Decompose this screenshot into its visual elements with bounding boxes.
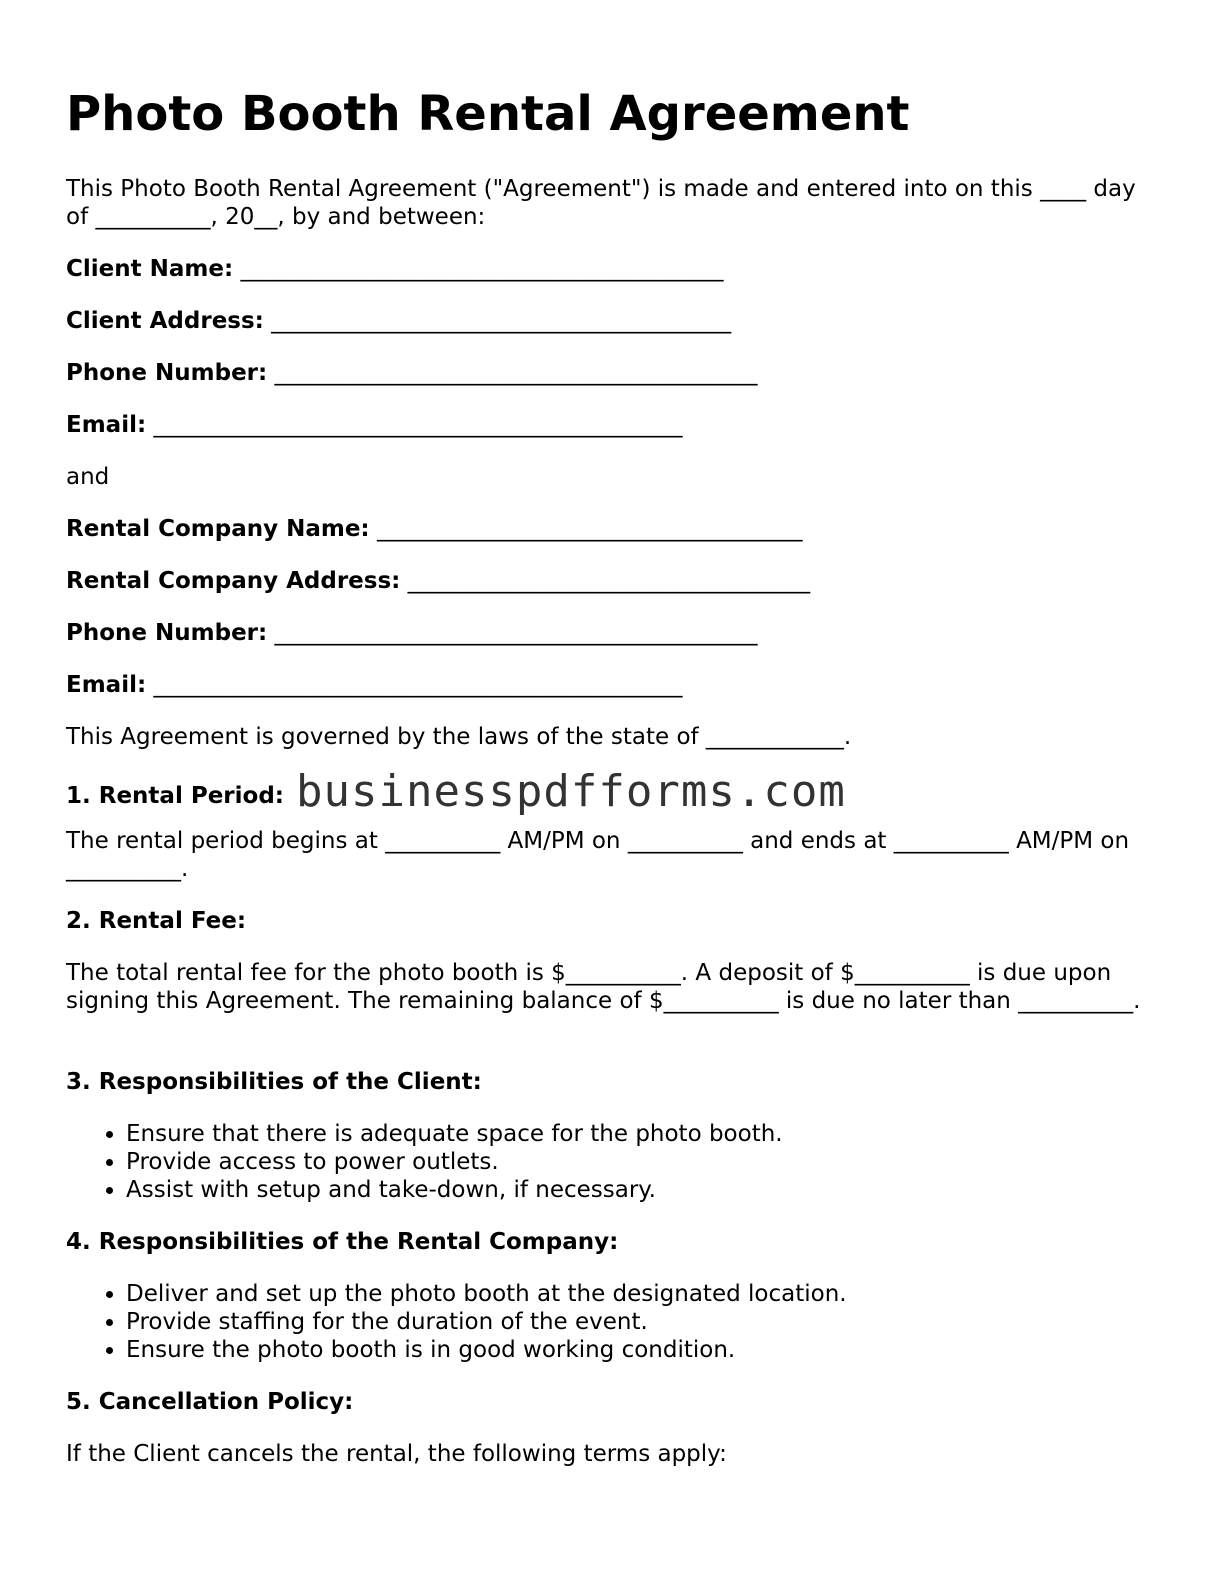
rental-period-heading	[66, 766, 846, 817]
client-address-field	[66, 307, 731, 335]
rental-period-text: The rental period begins at __________ AM/PM on __________ and ends at __________ AM/PM on __________.	[66, 828, 1130, 882]
company-address-field	[66, 567, 810, 595]
client-name-field	[66, 255, 723, 283]
company-phone-label: Phone Number:	[66, 620, 268, 646]
rental-fee-heading: 2. Rental Fee:	[66, 908, 247, 934]
client-phone-field	[66, 359, 758, 387]
client-email-blank: ______________________________________________	[146, 412, 683, 438]
client-address-label: Client Address:	[66, 308, 264, 334]
company-responsibilities-heading: 4. Responsibilities of the Rental Company:	[66, 1229, 619, 1255]
list-item: • Provide staffing for the duration of the event.	[126, 1308, 847, 1336]
rental-fee-text: The total rental fee for the photo booth is $__________. A deposit of $__________ is due upon signing this Agreement. The remaining balance of $__________ is due no later than __________.	[66, 960, 1141, 1014]
company-email-field	[66, 671, 682, 699]
company-email-blank: ______________________________________________	[146, 672, 683, 698]
and-text: and	[66, 464, 110, 490]
client-address-blank: ________________________________________	[263, 308, 732, 334]
company-phone-field	[66, 619, 758, 647]
watermark: businesspdfforms.com	[296, 766, 846, 817]
rental-period-heading-text: 1. Rental Period:	[66, 783, 284, 809]
client-email-field	[66, 411, 682, 439]
client-name-label: Client Name:	[66, 256, 234, 282]
company-phone-blank: __________________________________________	[267, 620, 758, 646]
company-address-label: Rental Company Address:	[66, 568, 401, 594]
intro-paragraph: This Photo Booth Rental Agreement ("Agreement") is made and entered into on this ____ day of __________, 20__, by and between:	[66, 176, 1136, 230]
company-responsibilities-list	[66, 1280, 847, 1364]
client-phone-blank: __________________________________________	[267, 360, 758, 386]
document-title: Photo Booth Rental Agreement	[66, 86, 910, 142]
cancellation-heading: 5. Cancellation Policy:	[66, 1389, 354, 1415]
list-item: • Ensure that there is adequate space for the photo booth.	[126, 1120, 783, 1148]
governing-law-text: This Agreement is governed by the laws of the state of ____________.	[66, 724, 852, 750]
client-responsibilities-heading: 3. Responsibilities of the Client:	[66, 1069, 482, 1095]
list-item: • Assist with setup and take-down, if necessary.	[126, 1176, 783, 1204]
list-item: • Provide access to power outlets.	[126, 1148, 783, 1176]
client-email-label: Email:	[66, 412, 147, 438]
client-name-blank: __________________________________________	[233, 256, 724, 282]
cancellation-text: If the Client cancels the rental, the following terms apply:	[66, 1441, 727, 1467]
client-responsibilities-list	[66, 1120, 783, 1204]
company-name-label: Rental Company Name:	[66, 516, 370, 542]
list-item: • Ensure the photo booth is in good working condition.	[126, 1336, 847, 1364]
company-address-blank: ___________________________________	[400, 568, 811, 594]
list-item: • Deliver and set up the photo booth at the designated location.	[126, 1280, 847, 1308]
company-name-field	[66, 515, 802, 543]
client-phone-label: Phone Number:	[66, 360, 268, 386]
company-name-blank: _____________________________________	[369, 516, 803, 542]
company-email-label: Email:	[66, 672, 147, 698]
